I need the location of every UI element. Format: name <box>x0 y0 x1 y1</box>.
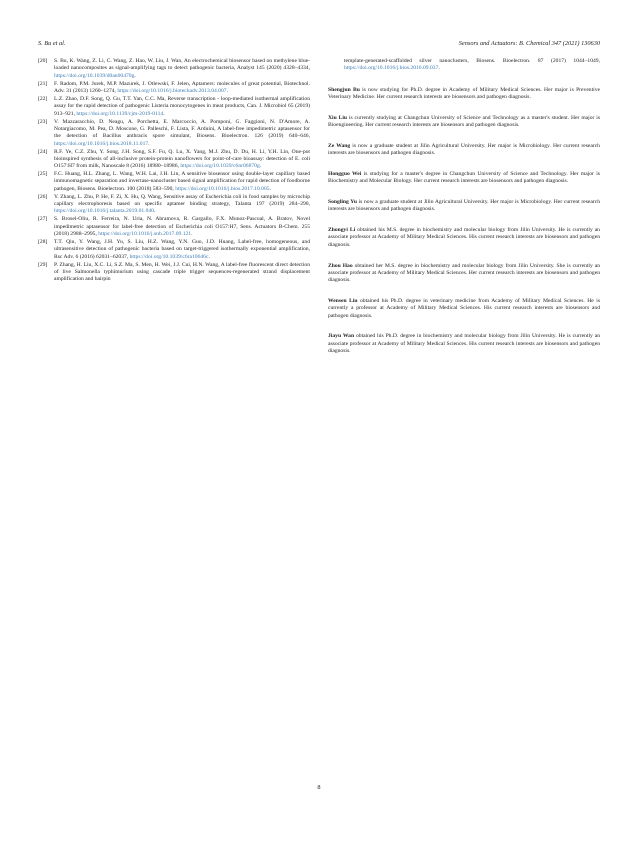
author-bio <box>328 87 600 102</box>
author-name: Ze Wang <box>328 142 351 149</box>
reference-item <box>38 171 310 193</box>
reference-number: [25] <box>38 171 48 178</box>
bios-column <box>328 58 600 369</box>
doi-link[interactable]: https://doi.org/10.1016/j.bios.2017.10.005 <box>175 185 270 192</box>
author-name: Zhongyi Li <box>328 227 356 234</box>
reference-number: [29] <box>38 261 48 268</box>
reference-item <box>38 239 310 261</box>
reference-text: F. Radom, P.M. Jurek, M.P. Mazurek, J. Otlewski, F. Jelen, Aptamers: molecules of great potential, Biotechnol. Adv. 31 (2013) 1260–1274, <box>54 80 310 94</box>
reference-number: [27] <box>38 216 48 223</box>
author-bio <box>328 199 600 214</box>
author-bio <box>328 143 600 158</box>
author-bio-text: is now studying for Ph.D. degree in Academy of Military Medical Sciences. Her major is Preventive Veterinary Medicine. Her current research interests are biosensors and pathogen diagnosis. <box>328 86 600 101</box>
reference-text: S. Bu, K. Wang, Z. Li, C. Wang, Z. Hao, W. Liu, J. Wan, An electrochemical biosensor based on methylene blue-loaded nanocomposites as signal-amplifying tags to detect pathogenic bacteria, Analyst 145 (2020) 4328–4334, <box>54 58 310 72</box>
reference-item <box>38 262 310 284</box>
reference-end: . <box>134 72 136 79</box>
doi-link[interactable]: https://doi.org/10.1039/d0an00470g <box>54 72 135 79</box>
reference-item <box>38 149 310 171</box>
doi-link[interactable]: https://doi.org/10.1016/j.talanta.2019.01.040 <box>54 208 154 215</box>
reference-text: F.C. Huang, H.L. Zhang, L. Wang, W.H. Lai, J.H. Lin, A sensitive biosensor using double-layer capillary based immunomagnetic separation and invertase-nanocluster based signal amplification for rapid detection of foodborne pathogen, Biosens. Bioelectron. 100 (2018) 583–590, <box>54 171 310 192</box>
reference-text: S. Brosel-Oliu, R. Ferreira, N. Uria, N. Abramova, R. Gargallo, F.X. Munoz-Pascual, A. Bratov, Novel impedimetric aptasensor for label-free detection of Escherichia coli O157:H7, Sens. Actuators B-Chem. 255 (2018) 2988–2995, <box>54 216 310 238</box>
author-bio-text: is studying for a master's degree in Changchun University of Science and Technology. Her major is Biochemistry and Molecular Biology. Her current research interests are biosensors and pathogen diagnosis. <box>328 170 600 185</box>
reference-text: R.F. Ye, C.Z. Zhu, Y. Song, J.H. Song, S.F. Fu, Q. Lu, X. Yang, M.J. Zhu, D. Du, H. Li, Y.H. Lin, One-pot bioinspired synthesis of all-inclusive protein-protein nanoflowers for point-of-care bioassay: detection of E. coli O157:H7 from milk, Nanoscale 8 (2016) 18980–18986, <box>54 148 310 170</box>
author-bio <box>328 333 600 355</box>
author-bio <box>328 115 600 130</box>
reference-end: . <box>191 231 193 238</box>
author-bio <box>328 263 600 285</box>
header-authors: S. Bu et al. <box>38 40 66 47</box>
running-header <box>38 40 600 48</box>
reference-item <box>38 81 310 96</box>
reference-number: [26] <box>38 193 48 200</box>
reference-end: . <box>163 110 165 117</box>
author-name: Zhou Hao <box>328 262 353 269</box>
author-bio-text: obtained his M.S. degree in biochemistry and molecular biology from Jilin University. He is currently an associate professor at Academy of Military Medical Sciences. His current research interests are biosensors and pathogen diagnosis. <box>328 227 600 248</box>
reference-number: [28] <box>38 239 48 245</box>
author-name: Jiayu Wan <box>328 333 355 340</box>
reference-end: . <box>148 140 150 147</box>
author-name: Xiu Liu <box>328 114 348 121</box>
reference-number: [24] <box>38 148 48 155</box>
author-bio-text: is currently studying at Changchun University of Science and Technology as a master's student. Her major is Bioengineering. Her current research interests are biosensors and pathogen diagnosis. <box>328 114 600 129</box>
reference-text: Y. Zhang, L. Zhu, P. He, F. Zi, X. Hu, Q. Wang, Sensitive assay of Escherichia coli in food samples by microchip capillary electrophoresis based on specific aptamer binding strategy, Talanta 197 (2019) 284–290, <box>54 193 310 208</box>
author-bio <box>328 171 600 186</box>
page-number: 8 <box>317 784 321 791</box>
doi-link[interactable]: https://doi.org/10.1039/c6ra10646c <box>129 253 209 260</box>
reference-item <box>38 216 310 238</box>
author-name: Songling Yu <box>328 199 357 205</box>
reference-number: [21] <box>38 80 48 87</box>
reference-text: template-generated-scaffolded silver nanoclusters, Biosens. Bioelectron. 87 (2017) 1044–1049, <box>344 58 600 64</box>
author-bio-text: obtained his Ph.D. degree in biochemistry and molecular biology from Jilin University. He is currently an associate professor at Academy of Military Medical Sciences. His current research interests are biosensors and pathogen diagnosis. <box>328 333 600 355</box>
reference-end: . <box>208 253 210 260</box>
reference-text: L.Z. Zhao, D.F. Song, Q. Gu, T.T. Yan, C.C. Ma, Reverse transcription - loop-mediated isothermal amplification assay for the rapid detection of pathogenic Listeria monocytogenes in meat products, Can. J. Microbiol 65 (2019) 913–921, <box>54 95 310 117</box>
reference-end: . <box>438 65 440 72</box>
reference-item <box>38 96 310 118</box>
reference-number: [22] <box>38 95 48 102</box>
doi-link[interactable]: https://doi.org/10.1016/j.bios.2016.09.037 <box>344 65 439 72</box>
doi-link[interactable]: https://doi.org/10.1139/cjm-2019-0114 <box>76 110 164 117</box>
author-bio <box>328 227 600 249</box>
doi-link[interactable]: https://doi.org/10.1016/j.bios.2018.11.017 <box>54 140 149 147</box>
reference-end: . <box>153 208 156 215</box>
reference-end: . <box>269 185 271 192</box>
reference-number: [20] <box>38 58 48 64</box>
reference-item <box>38 194 310 216</box>
author-bio-text: is now a graduate student at Jilin Agricultural University. Her major is Microbiology. Her current research interests are biosensors and pathogen diagnosis. <box>328 142 600 157</box>
reference-continuation <box>328 58 600 73</box>
author-name: Shengjun Bu <box>328 86 360 93</box>
author-name: Wensen Liu <box>328 297 358 304</box>
reference-text: P. Zhang, H. Liu, X.C. Li, S.Z. Ma, S. Men, H. Wei, J.J. Cui, H.N. Wang, A label-free fluorescent direct detection of live Salmonella typhimurium using cascade triple trigger sequences-regenerated strand displacement amplification and hairpin <box>54 261 310 283</box>
reference-end: . <box>259 163 262 170</box>
references-column <box>38 58 310 284</box>
reference-text: T.T. Qiu, Y. Wang, J.H. Yu, S. Liu, H.Z. Wang, Y.N. Guo, J.D. Huang, Label-free, homogeneous, and ultrasensitive detection of pathogenic bacteria based on target-triggered isothermally exponential amplification, Rsc Adv. 6 (2016) 62031–62037, <box>54 239 310 260</box>
doi-link[interactable]: https://doi.org/10.1016/j.biotechadv.2013.04.007 <box>117 87 227 94</box>
reference-text: V. Mazzaracchio, D. Neagu, A. Porchetta, E. Marcoccio, A. Pomponi, G. Faggioni, N. D'Amore, A. Notargiacomo, M. Pea, D. Moscone, G. Palleschi, F. Lista, F. Arduini, A label-free impedimetric aptasensor for the detection of Bacillus anthracis spore simulant, Biosens. Bioelectron. 126 (2019) 640–646, <box>54 118 310 140</box>
author-bio-text: obtained her M.S. degree in biochemistry and molecular biology from Jilin University. She is currently an associate professor at Academy of Military Medical Sciences. Her current research interests are biosensors and pathogen diagnosis. <box>328 262 601 284</box>
reference-item <box>38 58 310 80</box>
reference-item <box>38 119 310 148</box>
doi-link[interactable]: https://doi.org/10.1039/c6nr06870g <box>180 163 260 170</box>
author-bio-text: obtained his Ph.D. degree in veterinary medicine from Academy of Military Medical Sciences. He is currently a professor at Academy of Military Medical Sciences. His current research interests are biosensors and pathogen diagnosis. <box>328 297 600 319</box>
author-name: Hongguo Wei <box>328 170 362 177</box>
doi-link[interactable]: https://doi.org/10.1016/j.snb.2017.09.121 <box>98 231 192 238</box>
reference-number: [23] <box>38 118 48 125</box>
author-bio <box>328 298 600 320</box>
reference-end: . <box>226 87 228 94</box>
author-bio-text: is now a graduate student at Jilin Agricultural University. Her major is Microbiology. Her current research interests are biosensors and pathogen diagnosis. <box>328 199 600 213</box>
header-journal: Sensors and Actuators: B. Chemical 347 (2021) 130630 <box>458 40 600 47</box>
